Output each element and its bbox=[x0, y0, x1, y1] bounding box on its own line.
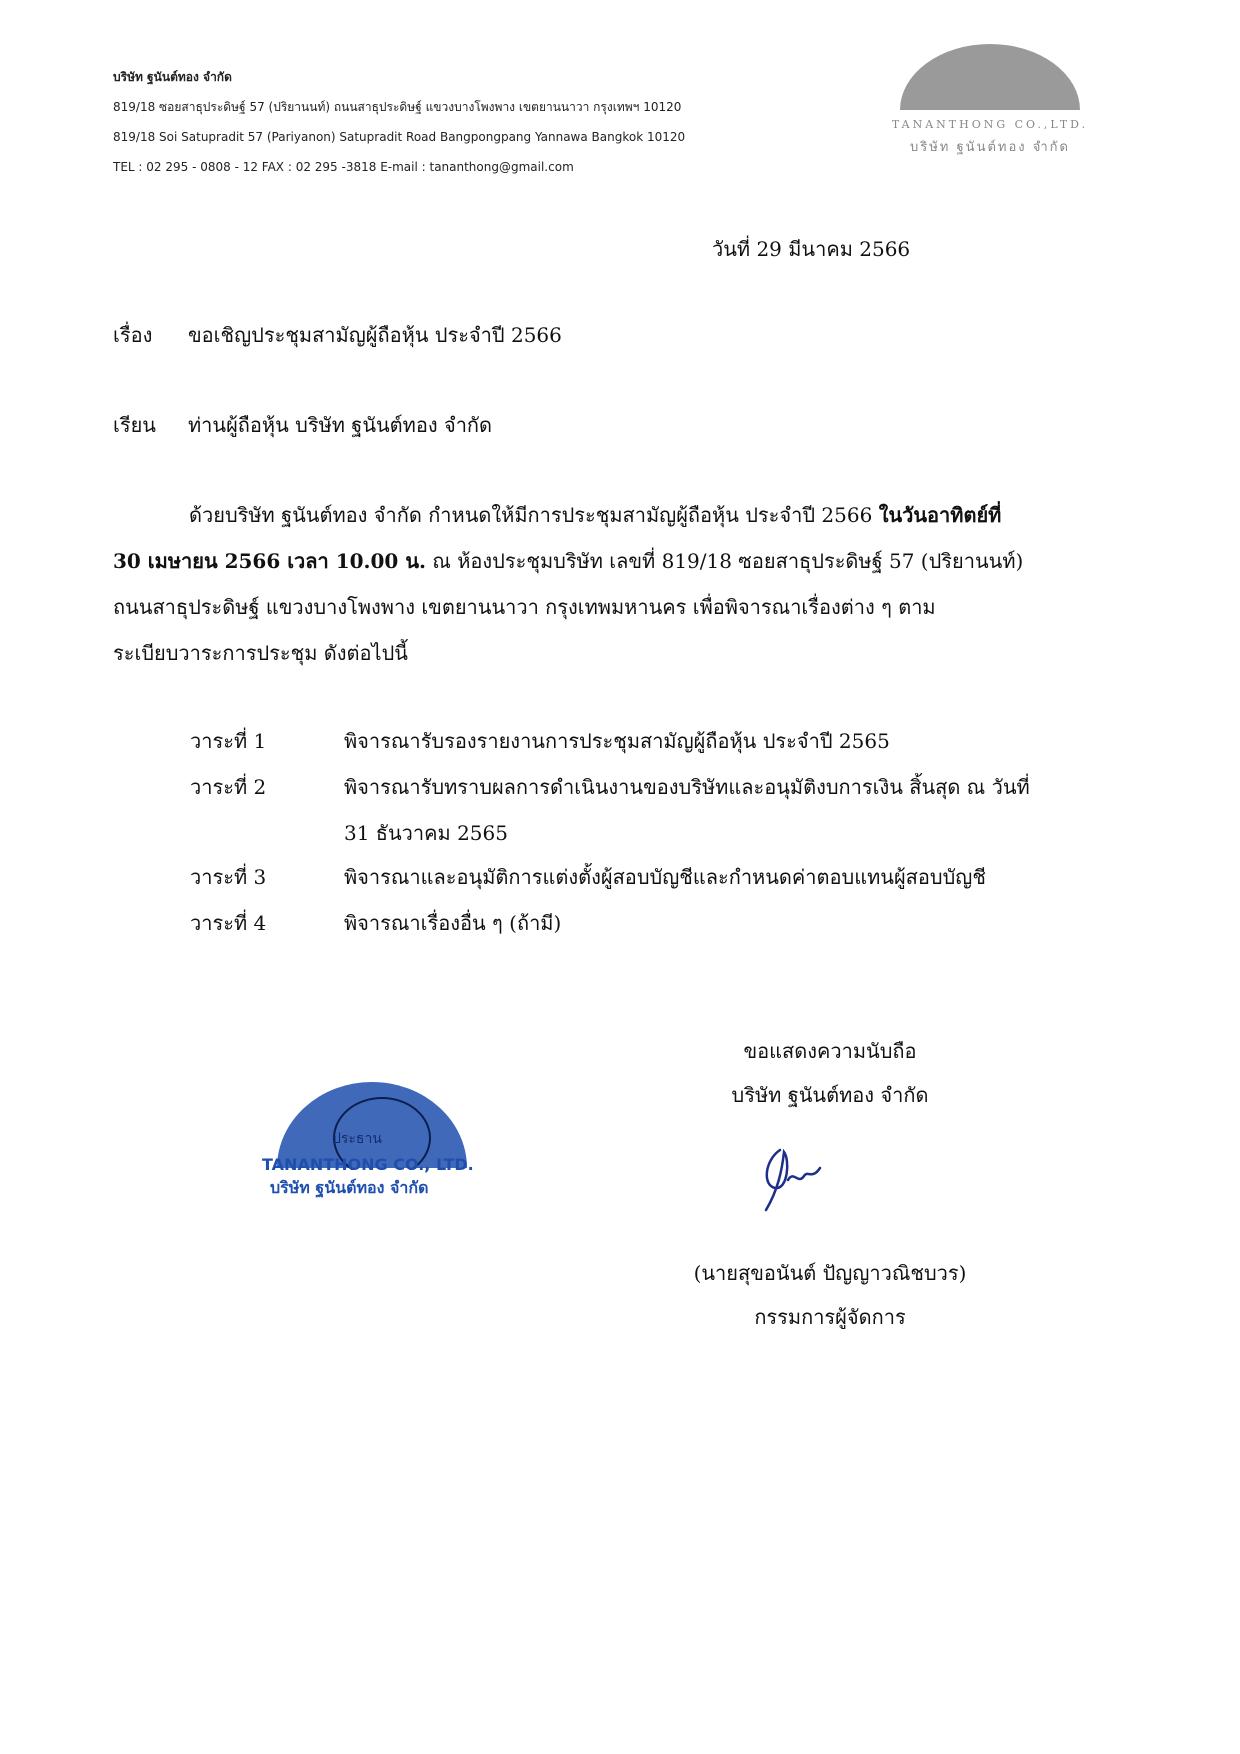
address-thai: 819/18 ซอยสาธุประดิษฐ์ 57 (ปริยานนท์) ถนนสาธุประดิษฐ์ แขวงบางโพงพาง เขตยานนาวา กรุงเทพฯ 10120 bbox=[113, 100, 682, 114]
subject-label: เรื่อง bbox=[113, 323, 153, 347]
signature-icon bbox=[760, 1140, 840, 1215]
closing-text: ขอแสดงความนับถือ bbox=[743, 1039, 917, 1063]
stamp-role: ประธาน bbox=[332, 1131, 382, 1147]
agenda-number: วาระที่ 1 bbox=[190, 729, 267, 753]
contact-info: TEL : 02 295 - 0808 - 12 FAX : 02 295 -3818 E-mail : tananthong@gmail.com bbox=[113, 160, 574, 174]
logo-text-th: บริษัท ฐนันต์ทอง จำกัด bbox=[910, 140, 1070, 155]
agenda-text: พิจารณารับทราบผลการดำเนินงานของบริษัทและอนุมัติงบการเงิน สิ้นสุด ณ วันที่ 31 ธันวาคม 2565 bbox=[344, 775, 1030, 845]
logo-text-en: TANANTHONG CO.,LTD. bbox=[891, 118, 1089, 131]
stamp-text-en: TANANTHONG CO., LTD. bbox=[262, 1155, 474, 1174]
stamp-text-th: บริษัท ฐนันต์ทอง จำกัด bbox=[270, 1178, 429, 1197]
body-paragraph bbox=[113, 492, 1033, 676]
agenda-number: วาระที่ 2 bbox=[190, 775, 267, 799]
agenda-text: พิจารณาเรื่องอื่น ๆ (ถ้ามี) bbox=[344, 911, 562, 935]
closing-company: บริษัท ฐนันต์ทอง จำกัด bbox=[731, 1083, 929, 1107]
signer-name: (นายสุขอนันต์ ปัญญาวณิชบวร) bbox=[693, 1261, 967, 1285]
body-text-1: ด้วยบริษัท ฐนันต์ทอง จำกัด กำหนดให้มีการประชุมสามัญผู้ถือหุ้น ประจำปี 2566 bbox=[189, 503, 879, 527]
logo-dome-icon bbox=[895, 40, 1085, 112]
company-logo bbox=[880, 40, 1100, 160]
address-english: 819/18 Soi Satupradit 57 (Pariyanon) Satupradit Road Bangpongpang Yannawa Bangkok 10120 bbox=[113, 130, 686, 144]
agenda-text: พิจารณารับรองรายงานการประชุมสามัญผู้ถือหุ้น ประจำปี 2565 bbox=[344, 729, 890, 753]
letter-date: วันที่ 29 มีนาคม 2566 bbox=[712, 237, 911, 261]
signer-title: กรรมการผู้จัดการ bbox=[754, 1305, 906, 1329]
recipient-text: ท่านผู้ถือหุ้น บริษัท ฐนันต์ทอง จำกัด bbox=[188, 413, 493, 437]
agenda-text: พิจารณาและอนุมัติการแต่งตั้งผู้สอบบัญชีและกำหนดค่าตอบแทนผู้สอบบัญชี bbox=[344, 865, 986, 889]
meeting-datetime: ในวันอาทิตย์ที่ 30 เมษายน 2566 เวลา 10.00 น. bbox=[113, 503, 1002, 573]
body-text-2: ณ ห้องประชุมบริษัท เลขที่ 819/18 ซอยสาธุประดิษฐ์ 57 (ปริยานนท์) ถนนสาธุประดิษฐ์ แขวงบางโพงพาง เขตยานนาวา กรุงเทพมหานคร เพื่อพิจารณาเรื่องต่าง ๆ ตามระเบียบวาระการประชุม ดังต่อไปนี้ bbox=[113, 549, 1024, 665]
subject-text: ขอเชิญประชุมสามัญผู้ถือหุ้น ประจำปี 2566 bbox=[188, 323, 562, 347]
recipient-label: เรียน bbox=[113, 413, 156, 437]
agenda-number: วาระที่ 4 bbox=[190, 911, 267, 935]
agenda-number: วาระที่ 3 bbox=[190, 865, 267, 889]
company-name: บริษัท ฐนันต์ทอง จำกัด bbox=[113, 70, 232, 84]
company-stamp bbox=[262, 1070, 482, 1200]
letterhead bbox=[113, 68, 685, 188]
